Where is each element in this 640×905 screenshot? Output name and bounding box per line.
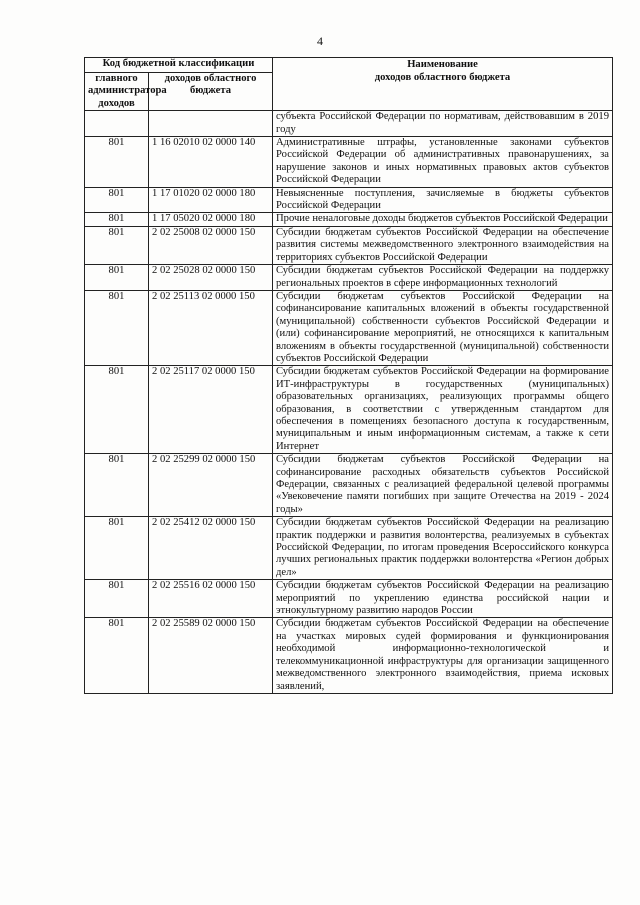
income-name-cell: Субсидии бюджетам субъектов Российской Федерации на обеспечение развития системы межведомственного электронного взаимодействия на территориях субъектов Российской Федерации [273,226,613,264]
income-name-cell: Субсидии бюджетам субъектов Российской Федерации на поддержку региональных проектов в сфере информационных технологий [273,265,613,291]
table-row [85,366,613,454]
admin-code-cell: 801 [85,366,149,454]
table-row [85,111,613,137]
income-code-cell: 1 16 02010 02 0000 140 [149,137,273,188]
income-name-header-line1: Наименование [407,59,478,70]
admin-code-cell: 801 [85,187,149,213]
table-row [85,618,613,693]
income-name-cell: Прочие неналоговые доходы бюджетов субъектов Российской Федерации [273,213,613,226]
income-name-cell: Субсидии бюджетам субъектов Российской Федерации на обеспечение на участках мировых судей формирования и функционирования необходимой информационно-технологической и телекоммуникационной инфраструктуры для организации защищенного межведомственного электронного взаимодействия, приема исковых заявлений, [273,618,613,693]
income-name-cell: Невыясненные поступления, зачисляемые в бюджеты субъектов Российской Федерации [273,187,613,213]
income-name-cell: Субсидии бюджетам субъектов Российской Федерации на формирование ИТ-инфраструктуры в государственных (муниципальных) образовательных организациях, реализующих программы общего образования, в соответствии с утвержденным стандартом для обеспечения в помещениях безопасного доступа к государственным, муниципальным и иным информационным системам, а также к сети Интернет [273,366,613,454]
income-code-cell: 2 02 25299 02 0000 150 [149,454,273,517]
income-name-cell: Субсидии бюджетам субъектов Российской Федерации на реализацию практик поддержки и развития волонтерства, реализуемых в субъектах Российской Федерации, по итогам проведения Всероссийского конкурса лучших региональных практик поддержки волонтерства «Регион добрых дел» [273,517,613,580]
admin-code-cell: 801 [85,580,149,618]
income-name-header [273,58,613,111]
income-name-cell: Субсидии бюджетам субъектов Российской Федерации на реализацию мероприятий по укреплению единства российской нации и этнокультурному развитию народов России [273,580,613,618]
income-name-cell: Субсидии бюджетам субъектов Российской Федерации на софинансирование расходных обязательств субъектов Российской Федерации, связанных с реализацией федеральной целевой программы «Увековечение памяти погибших при защите Отечества на 2019 - 2024 годы» [273,454,613,517]
income-code-cell: 2 02 25117 02 0000 150 [149,366,273,454]
table-row [85,580,613,618]
table-row [85,187,613,213]
budget-classification-table [84,57,613,694]
income-code-cell: 1 17 05020 02 0000 180 [149,213,273,226]
income-code-cell: 2 02 25589 02 0000 150 [149,618,273,693]
income-code-cell: 2 02 25008 02 0000 150 [149,226,273,264]
admin-column-header: главного администратора доходов [85,73,149,111]
admin-code-cell: 801 [85,213,149,226]
income-code-cell [149,111,273,137]
income-code-cell: 2 02 25516 02 0000 150 [149,580,273,618]
admin-code-cell: 801 [85,265,149,291]
table-row [85,265,613,291]
admin-code-cell: 801 [85,454,149,517]
page-number: 4 [317,34,323,48]
admin-code-cell: 801 [85,517,149,580]
admin-code-cell: 801 [85,137,149,188]
table-row [85,517,613,580]
classification-code-header: Код бюджетной классификации [85,58,273,73]
table-row [85,290,613,365]
income-name-cell: Субсидии бюджетам субъектов Российской Федерации на софинансирование капитальных вложений в объекты государственной (муниципальной) собственности субъектов Российской Федерации и (или) софинансирование мероприятий, не относящихся к капитальным вложениям в объекты государственной (муниципальной) собственности субъектов Российской Федерации [273,290,613,365]
table-row [85,454,613,517]
income-name-header-line2: доходов областного бюджета [374,72,511,83]
table-body [85,111,613,694]
income-name-cell: Административные штрафы, установленные законами субъектов Российской Федерации об административных правонарушениях, за нарушение законов и иных нормативных правовых актов субъектов Российской Федерации [273,137,613,188]
income-code-cell: 2 02 25113 02 0000 150 [149,290,273,365]
admin-code-cell [85,111,149,137]
admin-code-cell: 801 [85,290,149,365]
admin-code-cell: 801 [85,226,149,264]
admin-code-cell: 801 [85,618,149,693]
code-column-header: доходов областного бюджета [149,73,273,111]
income-code-cell: 2 02 25412 02 0000 150 [149,517,273,580]
table-row [85,213,613,226]
table-row [85,226,613,264]
income-code-cell: 1 17 01020 02 0000 180 [149,187,273,213]
income-code-cell: 2 02 25028 02 0000 150 [149,265,273,291]
table-row [85,137,613,188]
income-name-cell: субъекта Российской Федерации по нормативам, действовавшим в 2019 году [273,111,613,137]
